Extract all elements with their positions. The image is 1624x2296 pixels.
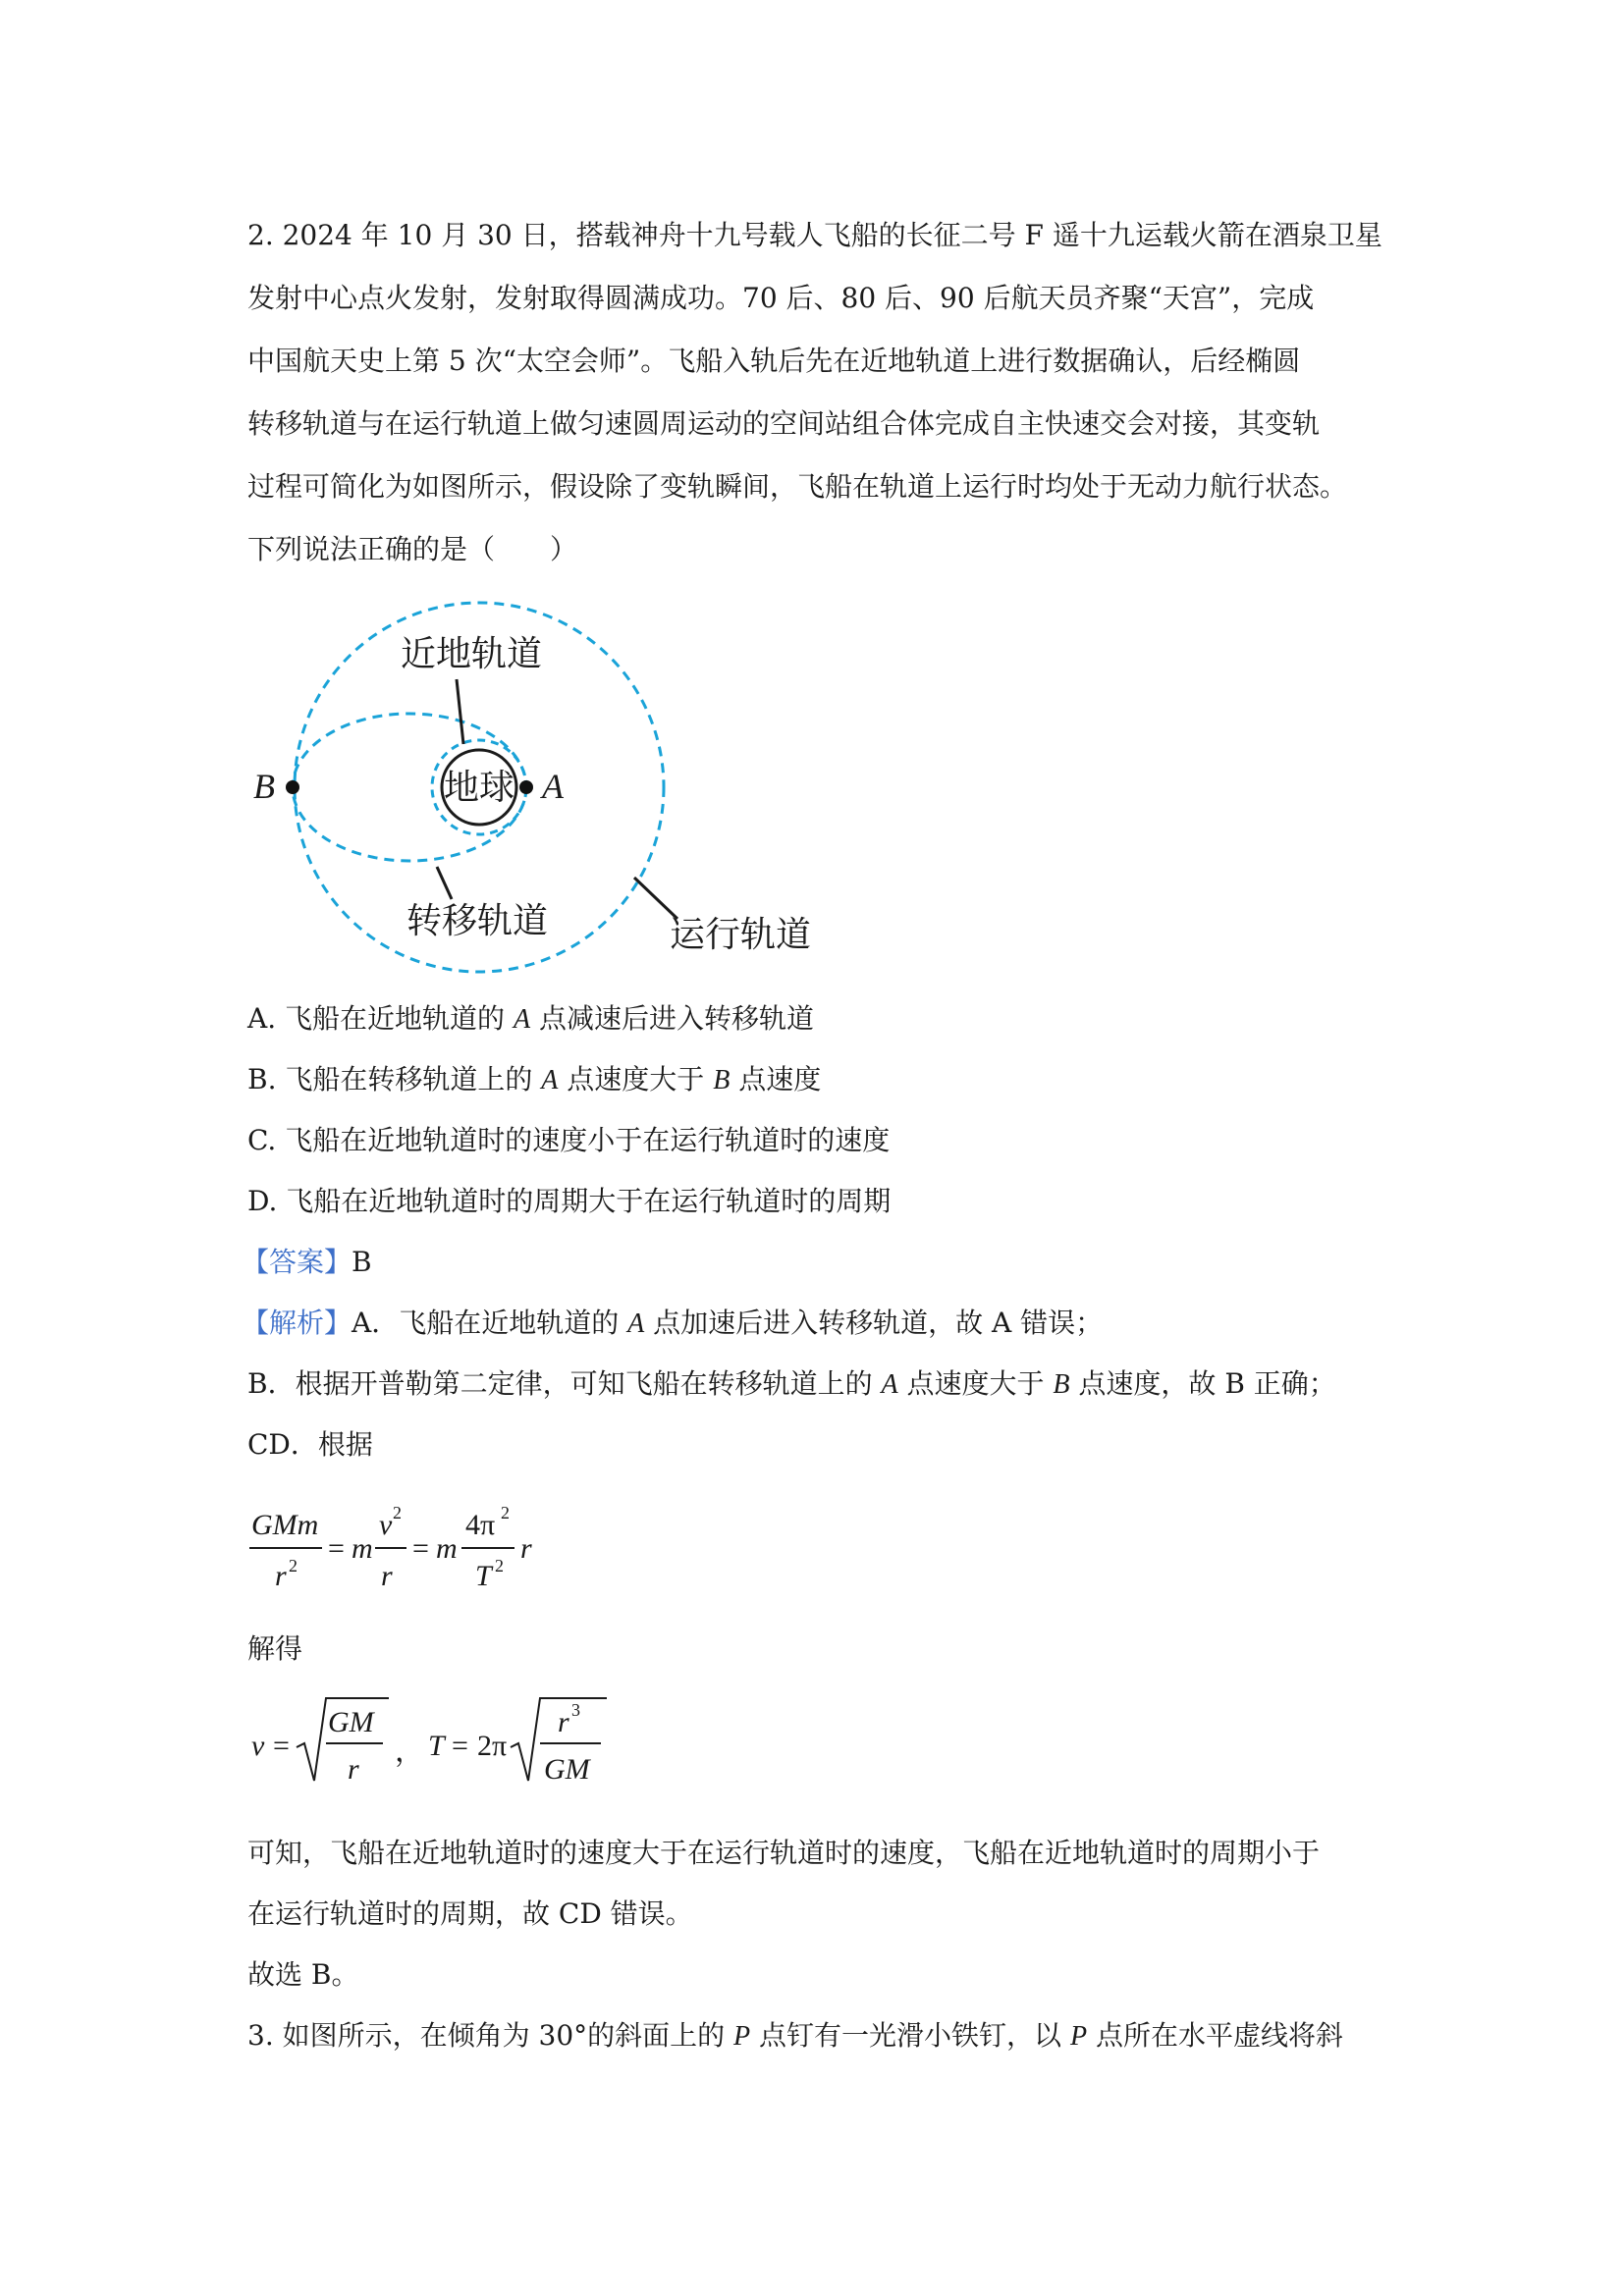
- analysis-b-suffix: 点速度，故 B 正确；: [1069, 1367, 1336, 1400]
- analysis-line-b: [247, 1364, 1336, 1405]
- orbit-diagram: [245, 594, 835, 996]
- f2-gm-1: GM: [328, 1706, 374, 1738]
- earth-label: 地球: [443, 768, 515, 808]
- analysis-a-var: A: [627, 1308, 645, 1339]
- f2-gm-2: GM: [544, 1753, 590, 1786]
- f1-m-1: m: [352, 1532, 373, 1565]
- analysis-tag: 【解析】: [242, 1307, 352, 1339]
- point-a-dot: [519, 780, 533, 794]
- f1-r-sq: 2: [289, 1556, 298, 1575]
- f2-r-cube: 3: [571, 1700, 580, 1720]
- question-2-line-4: 转移轨道与在运行轨道上做匀速圆周运动的空间站组合体完成自主快速交会对接，其变轨: [247, 407, 1321, 440]
- analysis-b-var-1: A: [881, 1369, 898, 1400]
- answer-tag: 【答案】: [242, 1246, 352, 1278]
- gravitation-formula: [245, 1497, 599, 1605]
- answer-line: [242, 1243, 372, 1282]
- option-b-var-1: A: [541, 1065, 559, 1095]
- f1-four-pi: 4π: [465, 1509, 496, 1541]
- f1-t: T: [475, 1560, 492, 1592]
- question-3-prefix: 3. 如图所示，在倾角为 30°的斜面上的: [247, 2019, 734, 2052]
- f2-v: v: [251, 1730, 265, 1762]
- f1-eq-2: =: [412, 1532, 429, 1565]
- f2-r-den: r: [348, 1753, 359, 1786]
- option-c: C. 飞船在近地轨道时的速度小于在运行轨道时的速度: [247, 1124, 891, 1156]
- f1-t-sq: 2: [495, 1556, 504, 1575]
- near-orbit-label: 近地轨道: [400, 634, 543, 674]
- analysis-choose: 故选 B。: [247, 1958, 359, 1991]
- f1-r-tail: r: [520, 1532, 532, 1565]
- f2-t: T: [428, 1730, 445, 1762]
- velocity-period-formula: [245, 1690, 638, 1798]
- f2-eq-2: =: [452, 1730, 468, 1762]
- f2-r-num: r: [558, 1706, 569, 1738]
- analysis-solve: 解得: [247, 1632, 303, 1665]
- option-b: [247, 1060, 821, 1100]
- analysis-a-prefix: A．飞船在近地轨道的: [352, 1307, 628, 1339]
- question-2-line-6: 下列说法正确的是（ ）: [247, 533, 578, 565]
- question-2-line-1: 2. 2024 年 10 月 30 日，搭载神舟十九号载人飞船的长征二号 F 遥十九运载火箭在酒泉卫星: [247, 219, 1382, 251]
- operating-orbit-leader-line: [634, 878, 677, 919]
- option-a: [247, 999, 814, 1040]
- f1-pi-sq: 2: [501, 1503, 510, 1522]
- f2-comma: ，: [395, 1735, 424, 1768]
- f1-gmm: GMm: [251, 1509, 319, 1541]
- answer-value: B: [352, 1246, 372, 1278]
- option-b-mid: 点速度大于: [558, 1063, 714, 1095]
- analysis-b-var-2: B: [1053, 1369, 1070, 1400]
- analysis-conclusion-1: 可知，飞船在近地轨道时的速度大于在运行轨道时的速度，飞船在近地轨道时的周期小于: [247, 1837, 1321, 1869]
- analysis-b-prefix: B．根据开普勒第二定律，可知飞船在转移轨道上的: [247, 1367, 882, 1400]
- f2-eq-1: =: [273, 1730, 290, 1762]
- question-3-var-1: P: [733, 2021, 751, 2052]
- option-a-prefix: A. 飞船在近地轨道的: [247, 1002, 514, 1035]
- transfer-orbit-leader-line: [437, 867, 452, 899]
- f1-v: v: [379, 1509, 393, 1541]
- f1-m-2: m: [436, 1532, 458, 1565]
- analysis-line-a: [242, 1304, 1103, 1344]
- analysis-a-suffix: 点加速后进入转移轨道，故 A 错误；: [644, 1307, 1104, 1339]
- point-b-label: B: [253, 767, 275, 806]
- near-orbit-leader-line: [457, 679, 463, 744]
- question-3-suffix: 点所在水平虚线将斜: [1087, 2019, 1343, 2052]
- question-2-line-3: 中国航天史上第 5 次“太空会师”。飞船入轨后先在近地轨道上进行数据确认，后经椭圆: [247, 345, 1301, 377]
- f1-eq-1: =: [328, 1532, 345, 1565]
- analysis-line-cd: CD．根据: [247, 1428, 373, 1461]
- f1-r-den-2: r: [381, 1560, 393, 1592]
- f2-two-pi: 2π: [477, 1730, 508, 1762]
- operating-orbit-label: 运行轨道: [669, 915, 812, 955]
- option-b-var-2: B: [713, 1065, 731, 1095]
- point-b-dot: [286, 780, 299, 794]
- analysis-conclusion-2: 在运行轨道时的周期，故 CD 错误。: [247, 1897, 693, 1930]
- transfer-orbit-label: 转移轨道: [406, 901, 549, 941]
- question-3-var-2: P: [1069, 2021, 1088, 2052]
- point-a-label: A: [542, 767, 564, 806]
- option-a-suffix: 点减速后进入转移轨道: [530, 1002, 814, 1035]
- option-d: D. 飞船在近地轨道时的周期大于在运行轨道时的周期: [247, 1185, 892, 1217]
- question-3-mid: 点钉有一光滑小铁钉，以: [750, 2019, 1070, 2052]
- question-3-line-1: [247, 2016, 1343, 2056]
- question-2-line-5: 过程可简化为如图所示，假设除了变轨瞬间，飞船在轨道上运行时均处于无动力航行状态。: [247, 470, 1348, 503]
- question-2-line-2: 发射中心点火发射，发射取得圆满成功。70 后、80 后、90 后航天员齐聚“天宫”，完成: [247, 282, 1315, 314]
- f1-r-den: r: [275, 1560, 287, 1592]
- f1-v-sq: 2: [393, 1503, 402, 1522]
- option-b-suffix: 点速度: [730, 1063, 822, 1095]
- option-b-prefix: B. 飞船在转移轨道上的: [247, 1063, 542, 1095]
- analysis-b-mid: 点速度大于: [897, 1367, 1054, 1400]
- option-a-var: A: [513, 1004, 531, 1035]
